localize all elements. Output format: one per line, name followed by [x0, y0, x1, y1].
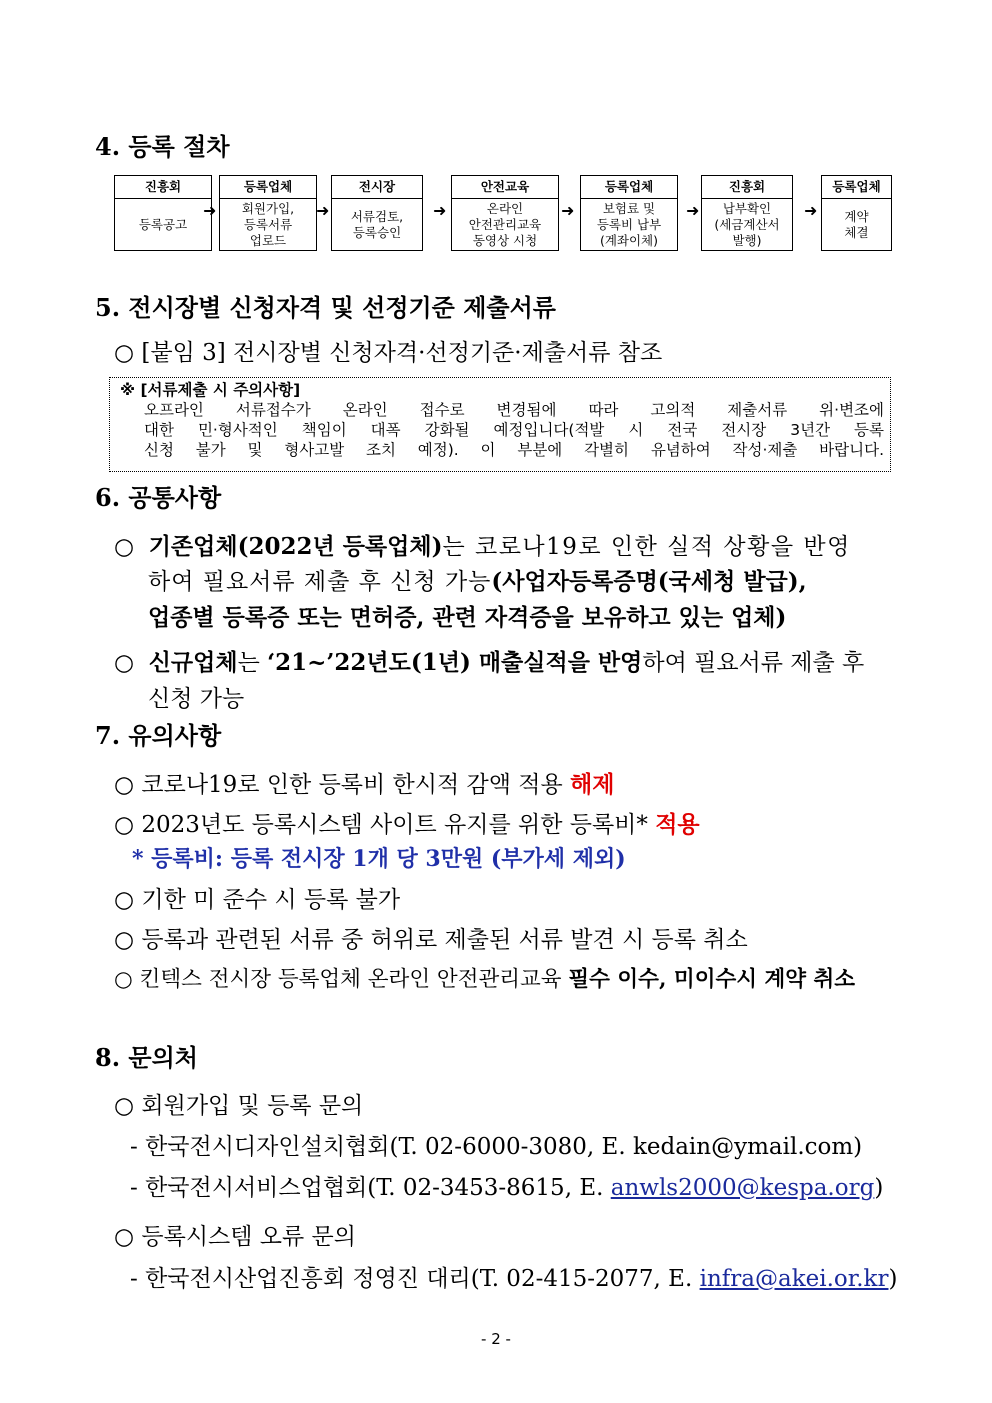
flow-step — [114, 175, 212, 251]
red-text: 해제 — [570, 771, 615, 798]
arrow-right-icon: ➜ — [433, 201, 447, 220]
flow-step — [701, 175, 793, 251]
red-text: 적용 — [655, 811, 700, 838]
text: ○ 2023년도 등록시스템 사이트 유지를 위한 등록비* — [114, 812, 656, 838]
flow-step-head: 등록업체 — [220, 176, 316, 199]
flow-step-text: 회원가입, 등록서류 업로드 — [241, 201, 295, 248]
text: ) — [874, 1175, 884, 1201]
flow-step-body — [115, 199, 211, 251]
contact-kedain: - 한국전시디자인설치협회(T. 02-6000-3080, E. kedain@ymail.com) — [130, 1134, 863, 1160]
submission-caution-box — [109, 377, 891, 472]
bullet-mark: ○ — [114, 650, 135, 676]
flow-step — [580, 175, 678, 251]
caution-line-1: 오프라인 서류접수가 온라인 접수로 변경됨에 따라 고의적 제출서류 위·변조에 — [144, 401, 884, 419]
s6-item-1-line-1 — [114, 528, 851, 561]
caution-title: ※ [서류제출 시 주의사항] — [120, 381, 301, 399]
section-6-title: 6. 공통사항 — [95, 483, 222, 512]
section-8-title: 8. 문의처 — [95, 1043, 198, 1072]
text: 하여 필요서류 제출 후 신청 가능 — [148, 569, 492, 595]
s6-item-2-line-1 — [114, 644, 864, 677]
email-link[interactable]: infra@akei.or.kr — [699, 1266, 889, 1292]
section-4-title: 4. 등록 절차 — [95, 132, 230, 161]
contact-akei — [130, 1260, 897, 1293]
section-5-bullet: ○ [붙임 3] 전시장별 신청자격·선정기준·제출서류 참조 — [114, 340, 663, 366]
flow-step-body — [332, 199, 422, 251]
text: - 한국전시산업진흥회 정영진 대리(T. 02-415-2077, E. — [130, 1266, 700, 1292]
email-link[interactable]: anwls2000@kespa.org — [610, 1175, 875, 1201]
new-company: 신규업체 — [148, 649, 238, 676]
text: 는 — [237, 650, 268, 676]
text: ○ 코로나19로 인한 등록비 한시적 감액 적용 — [114, 772, 571, 798]
section-5-title: 5. 전시장별 신청자격 및 선정기준 제출서류 — [95, 293, 556, 322]
flow-step-body — [581, 199, 677, 251]
text: 하여 필요서류 제출 후 — [642, 650, 865, 676]
flow-step-head: 진흥회 — [115, 176, 211, 199]
flow-step-body — [220, 199, 316, 251]
section-7-title: 7. 유의사항 — [95, 721, 222, 750]
flow-step-text: 온라인 안전관리교육 동영상 시청 — [468, 201, 542, 248]
flow-step-head: 진흥회 — [702, 176, 792, 199]
s7-item-4: ○ 등록과 관련된 서류 중 허위로 제출된 서류 발견 시 등록 취소 — [114, 927, 748, 953]
flow-step — [451, 175, 559, 251]
flow-step — [331, 175, 423, 251]
s7-item-2 — [114, 806, 700, 839]
flow-step-body — [822, 199, 891, 251]
flow-step-body — [702, 199, 792, 251]
s6-item-1-line-3: 업종별 등록증 또는 면허증, 관련 자격증을 보유하고 있는 업체) — [148, 604, 787, 631]
flow-step — [821, 175, 892, 251]
flow-step-text: 서류검토, 등록승인 — [350, 209, 404, 240]
contact-group-1: ○ 회원가입 및 등록 문의 — [114, 1093, 364, 1119]
s6-item-1-line-2 — [148, 563, 807, 596]
fee-note: * 등록비: 등록 전시장 1개 당 3만원 (부가세 제외) — [132, 846, 626, 872]
text: 는 코로나19로 인한 실적 상황을 반영 — [442, 534, 851, 560]
s7-item-5 — [114, 962, 855, 993]
flow-step-head: 전시장 — [332, 176, 422, 199]
flow-step-text: 계약 체결 — [844, 209, 869, 240]
bold-text: ‘21~’22년도(1년) 매출실적을 반영 — [267, 649, 643, 676]
flow-step-text: 납부확인 (세금계산서 발행) — [714, 201, 780, 248]
flow-step-text: 보험료 및 등록비 납부 (계좌이체) — [596, 201, 662, 248]
flow-step — [219, 175, 317, 251]
contact-kespa — [130, 1169, 883, 1202]
flow-step-text: 등록공고 — [138, 217, 188, 232]
bullet-mark: ○ — [114, 534, 135, 560]
flow-step-body — [452, 199, 558, 251]
arrow-right-icon: ➜ — [316, 201, 330, 220]
s7-item-3: ○ 기한 미 준수 시 등록 불가 — [114, 887, 401, 913]
flow-step-head: 등록업체 — [822, 176, 891, 199]
caution-line-3: 신청 불가 및 형사고발 조치 예정). 이 부분에 각별히 유념하여 작성·제출 바랍니다. — [144, 441, 884, 459]
text: ) — [888, 1266, 898, 1292]
text: ○ 킨텍스 전시장 등록업체 온라인 안전관리교육 — [114, 967, 569, 992]
arrow-right-icon: ➜ — [804, 201, 818, 220]
existing-company: 기존업체(2022년 등록업체) — [148, 533, 443, 560]
arrow-right-icon: ➜ — [203, 201, 217, 220]
bold-text: (사업자등록증명(국세청 발급), — [491, 568, 807, 595]
text: - 한국전시서비스업협회(T. 02-3453-8615, E. — [130, 1175, 611, 1201]
contact-group-2: ○ 등록시스템 오류 문의 — [114, 1224, 356, 1250]
s7-item-1 — [114, 766, 614, 799]
bold-text: 필수 이수, 미이수시 계약 취소 — [568, 967, 856, 992]
arrow-right-icon: ➜ — [561, 201, 575, 220]
arrow-right-icon: ➜ — [686, 201, 700, 220]
caution-line-2: 대한 민·형사적인 책임이 대폭 강화될 예정입니다(적발 시 전국 전시장 3년간 등록 — [144, 421, 884, 439]
page-number: - 2 - — [481, 1330, 511, 1348]
flow-step-head: 안전교육 — [452, 176, 558, 199]
flow-step-head: 등록업체 — [581, 176, 677, 199]
s6-item-2-line-2: 신청 가능 — [148, 686, 245, 712]
